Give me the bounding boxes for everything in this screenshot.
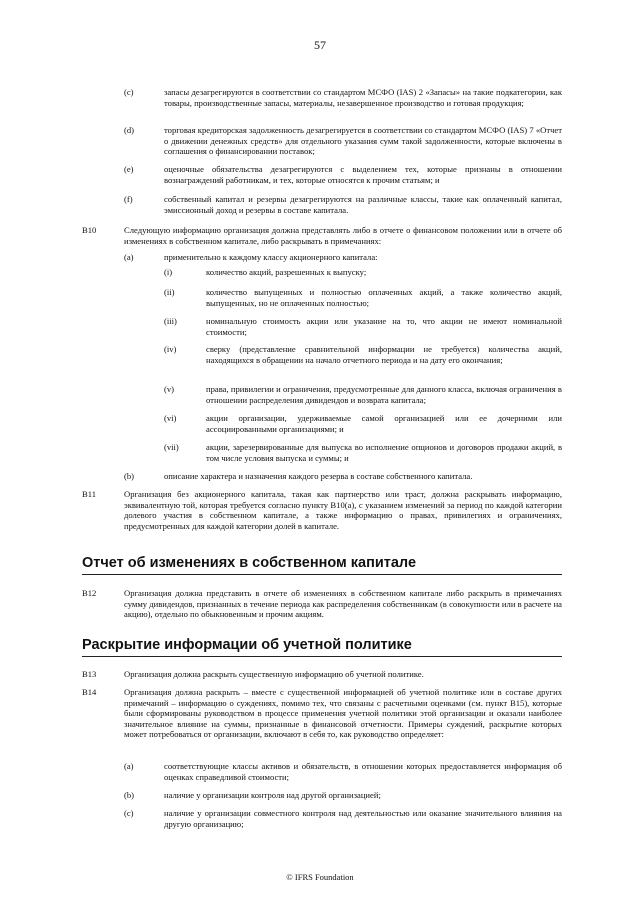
section-heading: Отчет об изменениях в собственном капитале	[82, 554, 562, 575]
item-text: собственный капитал и резервы дезагрегируются на различные классы, такие как оплаченный капитал, эмиссионный доход и резервы в составе капитала.	[164, 194, 562, 215]
item-text: применительно к каждому классу акционерного капитала:	[164, 252, 378, 262]
item-label: (a)	[124, 252, 134, 262]
subitem-text: акции, зарезервированные для выпуска во исполнение опционов и договоров продажи акций, в том числе условия выпуска и суммы; и	[206, 442, 562, 463]
item-text: наличие у организации совместного контроля над деятельностью или оказание значительного влияния на другую организацию;	[164, 808, 562, 829]
subitem-label: (iii)	[164, 316, 177, 326]
paragraph-number: B12	[82, 588, 97, 598]
item-text: торговая кредиторская задолженность дезагрегируется в соответствии со стандартом МСФО (IAS) 7 «Отчет о движении денежных средств» для отдельного указания сумм такой задолженности, которые включены в соглашения о финансировании поставок;	[164, 125, 562, 157]
paragraph-text: Организация должна представить в отчете об изменениях в собственном капитале либо раскрыть в примечаниях сумму дивидендов, признанных в течение периода как распределения собственникам (в совокупности или в расчете на акцию), отдельно по обыкновенным и прочим акциям.	[124, 588, 562, 620]
item-label: (b)	[124, 790, 135, 800]
subitem-text: акции организации, удерживаемые самой организацией или ее дочерними или ассоциированными организациями; и	[206, 413, 562, 434]
subitem-label: (ii)	[164, 287, 175, 297]
item-label: (e)	[124, 164, 134, 174]
item-text: соответствующие классы активов и обязательств, в отношении которых предоставляется информация об оценках справедливой стоимости;	[164, 761, 562, 782]
item-text: оценочные обязательства дезагрегируются с выделением тех, которые признаны в отношении вознаграждений работникам, и тех, которые относятся к прочим статьям; и	[164, 164, 562, 185]
item-label: (b)	[124, 471, 135, 481]
paragraph-number: B11	[82, 489, 97, 499]
paragraph-number: B14	[82, 687, 97, 697]
subitem-label: (vi)	[164, 413, 177, 423]
subitem-text: номинальную стоимость акции или указание на то, что акции не имеют номинальной стоимости;	[206, 316, 562, 337]
subitem-label: (i)	[164, 267, 173, 277]
item-label: (d)	[124, 125, 135, 135]
item-label: (a)	[124, 761, 134, 771]
item-label: (c)	[124, 808, 134, 818]
item-text: наличие у организации контроля над другой организацией;	[164, 790, 381, 800]
paragraph-text: Организация должна раскрыть существенную информацию об учетной политике.	[124, 669, 424, 679]
paragraph-number: B13	[82, 669, 97, 679]
item-text: запасы дезагрегируются в соответствии со стандартом МСФО (IAS) 2 «Запасы» на такие подкатегории, как товары, производственные запасы, материалы, незавершенное производство и готовая продукция;	[164, 87, 562, 108]
subitem-label: (vii)	[164, 442, 179, 452]
subitem-label: (v)	[164, 384, 175, 394]
subitem-label: (iv)	[164, 344, 177, 354]
section-heading: Раскрытие информации об учетной политике	[82, 636, 562, 657]
page-number: 57	[314, 38, 326, 52]
paragraph-text: Следующую информацию организация должна представлять либо в отчете о финансовом положении или в отчете об изменениях в собственном капитале, либо раскрывать в примечаниях:	[124, 225, 562, 246]
item-text: описание характера и назначения каждого резерва в составе собственного капитала.	[164, 471, 473, 481]
paragraph-text: Организация должна раскрыть – вместе с существенной информацией об учетной политике или в составе других примечаний – информацию о суждениях, помимо тех, что связаны с расчетными оценками (см. пункт B15), которые были сформированы руководством в процессе применения учетной политики этой организации и оказали наиболее значительное влияние на суммы, признанные в финансовой отчетности. Примеры суждений, раскрытие которых может потребоваться от организации, включают в себя то, как руководство определяет:	[124, 687, 562, 740]
item-label: (c)	[124, 87, 134, 97]
paragraph-text: Организация без акционерного капитала, такая как партнерство или траст, должна раскрывать информацию, эквивалентную той, которая требуется согласно пункту B10(a), с указанием изменений за период по каждой категории долевого участия в собственном капитале, а также информацию о правах, привилегиях и ограничениях, предусмотренных для каждой категории долей в капитале.	[124, 489, 562, 531]
subitem-text: права, привилегии и ограничения, предусмотренные для данного класса, включая ограничения в отношении распределения дивидендов и возврата капитала;	[206, 384, 562, 405]
subitem-text: количество выпущенных и полностью оплаченных акций, а также количество акций, выпущенных, но не оплаченных полностью;	[206, 287, 562, 308]
subitem-text: количество акций, разрешенных к выпуску;	[206, 267, 367, 277]
footer-copyright: © IFRS Foundation	[286, 872, 354, 882]
paragraph-number: B10	[82, 225, 97, 235]
subitem-text: сверку (представление сравнительной информации не требуется) количества акций, находящихся в обращении на начало отчетного периода и на дату его окончания;	[206, 344, 562, 365]
item-label: (f)	[124, 194, 133, 204]
